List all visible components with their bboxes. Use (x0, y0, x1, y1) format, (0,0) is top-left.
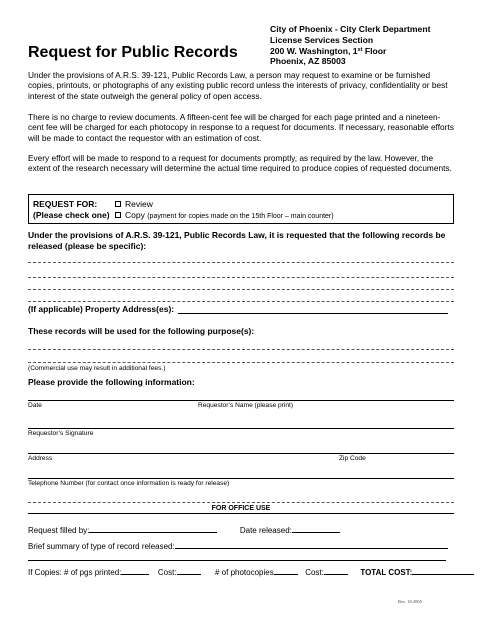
review-checkbox[interactable] (115, 201, 121, 207)
pgs-printed-label: If Copies: # of pgs printed: (28, 568, 122, 577)
summary-field[interactable] (175, 541, 448, 549)
records-line-4[interactable] (28, 301, 454, 302)
zip-code-label: Zip Code (339, 455, 366, 462)
intro-paragraph-2: There is no charge to review documents. A fifteen-cent fee will be charged for each page printed and a nineteen-cent fee will be charged for each photocopy in response to a request for documents. If necessary, reasonable efforts will be made to contact the requestor with an estimation of cost. (28, 112, 454, 143)
photocopies-field[interactable] (274, 567, 298, 575)
copies-row (28, 567, 474, 577)
check-one-label: (Please check one) (33, 210, 110, 220)
dept-line-4: Phoenix, AZ 85003 (270, 56, 346, 67)
review-label: Review (125, 199, 153, 209)
copy-note: (payment for copies made on the 15th Floor – main counter) (147, 213, 334, 220)
intro-paragraph-1: Under the provisions of A.R.S. 39-121, Public Records Law, a person may request to examine or be furnished copies, printouts, or photographs of any existing public record unless the interests of privacy, confidentiality or best interest of the state outweigh the general policy of open access. (28, 70, 448, 101)
telephone-label: Telephone Number (for contact once information is ready for release) (28, 480, 230, 487)
records-question: Under the provisions of A.R.S. 39-121, Public Records Law, it is requested that the following records be released (please be specific): (28, 230, 446, 251)
purpose-question: These records will be used for the following purpose(s): (28, 326, 255, 336)
information-heading: Please provide the following information: (28, 377, 195, 387)
property-address-field[interactable] (178, 313, 448, 314)
summary-line-2[interactable] (28, 560, 446, 561)
summary-row (28, 541, 448, 551)
total-cost-field[interactable] (412, 567, 474, 575)
date-released-label: Date released: (239, 526, 292, 535)
pgs-printed-field[interactable] (121, 567, 149, 575)
records-line-3[interactable] (28, 289, 454, 290)
option-review[interactable] (115, 199, 153, 209)
purpose-line-2[interactable] (28, 362, 454, 363)
signature-label: Requestor’s Signature (28, 430, 94, 437)
commercial-use-note: (Commercial use may result in additional fees.) (28, 365, 166, 372)
date-name-field[interactable] (28, 400, 454, 401)
requestor-name-label: Requestor’s Name (please print) (198, 402, 294, 409)
property-address-label: (If applicable) Property Address(es): (28, 304, 175, 314)
form-title: Request for Public Records (28, 44, 238, 61)
purpose-line-1[interactable] (28, 349, 454, 350)
dept-line-2: License Services Section (270, 34, 374, 45)
dept-floor: Floor (362, 45, 387, 56)
date-label: Date (28, 402, 42, 409)
summary-label: Brief summary of type of record released: (28, 542, 175, 551)
dept-line-3 (270, 46, 430, 57)
address-field[interactable] (28, 453, 454, 454)
cost-1-field[interactable] (177, 567, 201, 575)
dept-line-1: City of Phoenix - City Clerk Department (270, 24, 431, 34)
address-label: Address (28, 455, 53, 462)
office-use-heading: FOR OFFICE USE (28, 502, 454, 514)
total-cost-label: TOTAL COST: (360, 568, 413, 577)
cost-2-label: Cost: (305, 568, 324, 577)
request-for-label: REQUEST FOR: (33, 199, 98, 209)
revision-note: Rev. 10.2005 (398, 599, 422, 604)
date-released-field[interactable] (292, 525, 340, 533)
photocopies-label: # of photocopies (215, 568, 274, 577)
dept-street: 200 W. Washington, 1 (270, 45, 358, 56)
filled-by-row (28, 525, 340, 535)
filled-by-label: Request filled by: (28, 526, 90, 535)
cost-2-field[interactable] (324, 567, 348, 575)
telephone-field[interactable] (28, 478, 454, 479)
signature-field[interactable] (28, 428, 454, 429)
department-address (270, 24, 430, 67)
records-line-2[interactable] (28, 277, 454, 278)
intro-paragraph-3: Every effort will be made to respond to a request for documents promptly, as required by the law. However, the extent of the research necessary will determine the actual time required to produce copies of requested documents. (28, 153, 452, 174)
option-copy[interactable] (115, 210, 334, 220)
cost-1-label: Cost: (157, 568, 177, 577)
copy-checkbox[interactable] (115, 212, 121, 218)
filled-by-field[interactable] (89, 525, 217, 533)
records-line-1[interactable] (28, 262, 454, 263)
dept-floor-suffix: st (357, 46, 363, 53)
copy-label: Copy (125, 210, 145, 220)
request-type-box (28, 194, 454, 224)
